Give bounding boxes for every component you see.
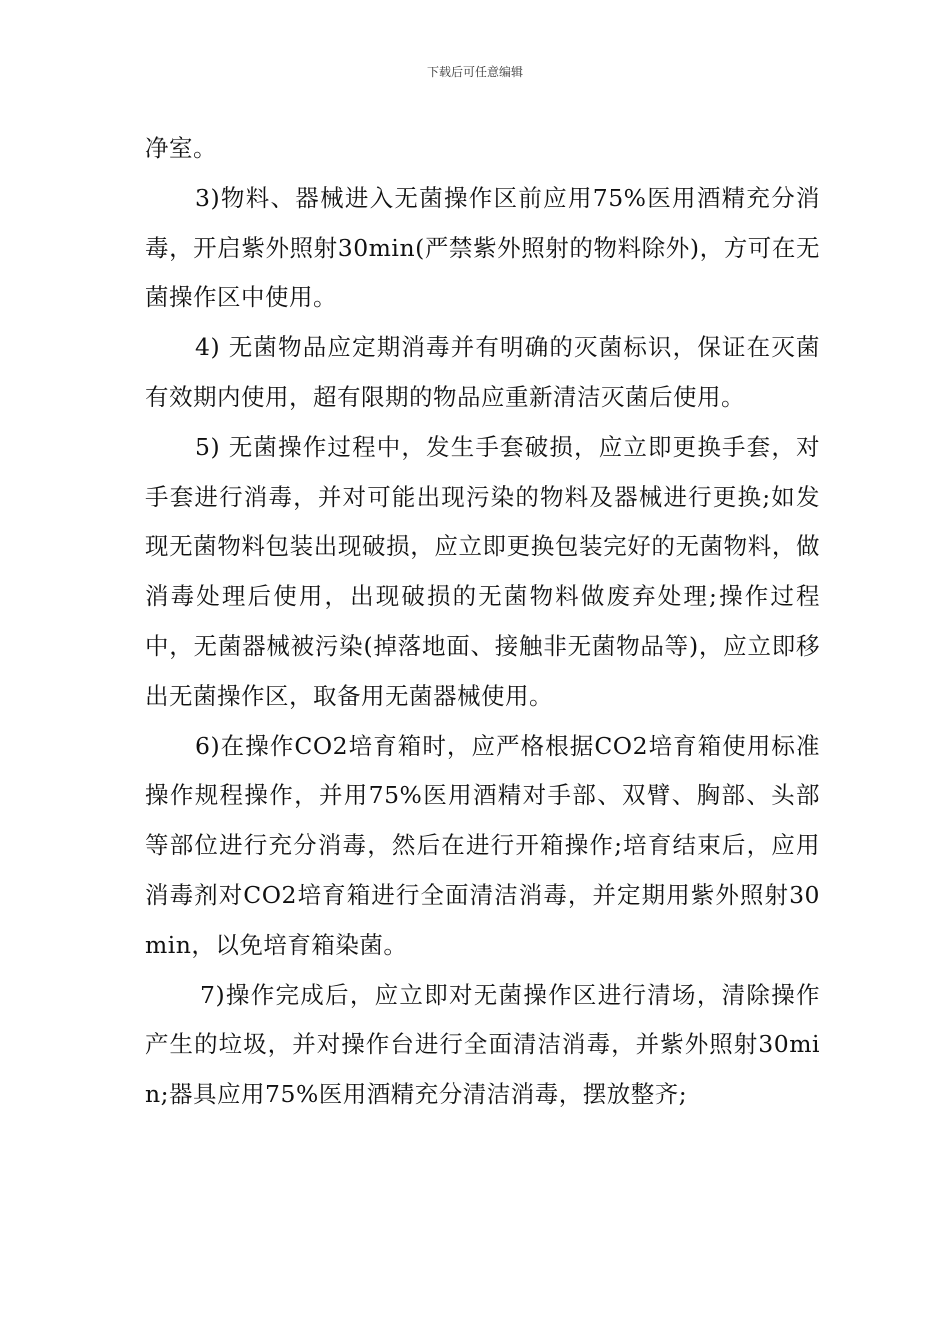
paragraph-continuation: 净室。: [145, 134, 217, 162]
paragraph-item-6: 6)在操作CO2培育箱时，应严格根据CO2培育箱使用标准操作规程操作，并用75%医用酒精对手部、双臂、胸部、头部等部位进行充分消毒，然后在进行开箱操作;培育结束后，应用消毒剂对CO2培育箱进行全面清洁消毒，并定期用紫外照射30min，以免培育箱染菌。: [145, 731, 820, 959]
paragraph-item-5: 5) 无菌操作过程中，发生手套破损，应立即更换手套，对手套进行消毒，并对可能出现污染的物料及器械进行更换;如发现无菌物料包装出现破损，应立即更换包装完好的无菌物料，做消毒处理后使用，出现破损的无菌物料做废弃处理;操作过程中，无菌器械被污染(掉落地面、接触非无菌物品等)，应立即移出无菌操作区，取备用无菌器械使用。: [145, 432, 820, 710]
paragraph-item-3: 3)物料、器械进入无菌操作区前应用75%医用酒精充分消毒，开启紫外照射30min(严禁紫外照射的物料除外)，方可在无菌操作区中使用。: [145, 183, 820, 312]
document-body: [145, 124, 820, 1120]
page-header-note: 下载后可任意编辑: [426, 65, 523, 79]
paragraph-item-4: 4) 无菌物品应定期消毒并有明确的灭菌标识，保证在灭菌有效期内使用，超有限期的物品应重新清洁灭菌后使用。: [145, 333, 820, 411]
paragraph-item-7: 7)操作完成后，应立即对无菌操作区进行清场，清除操作产生的垃圾，并对操作台进行全面清洁消毒，并紫外照射30min;器具应用75%医用酒精充分清洁消毒，摆放整齐;: [145, 980, 820, 1109]
